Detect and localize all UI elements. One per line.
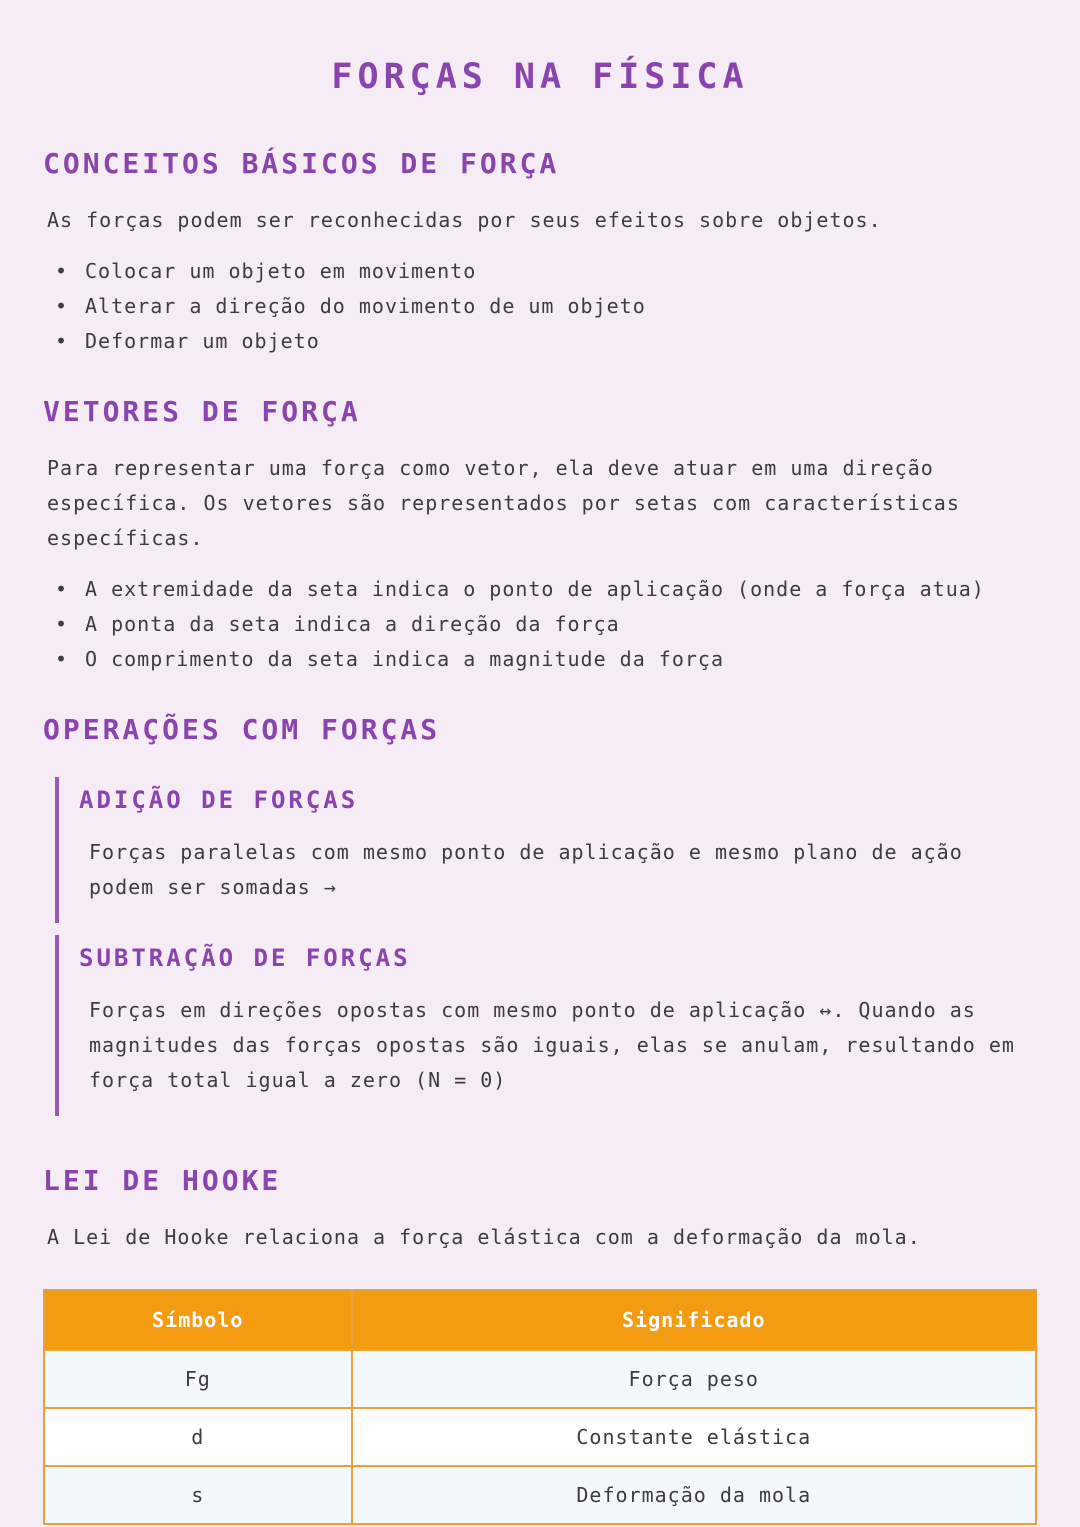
bullet-item: • Colocar um objeto em movimento <box>43 254 1037 289</box>
table-header-simbolo: Símbolo <box>44 1290 352 1350</box>
section-intro-conceitos: As forças podem ser reconhecidas por seus efeitos sobre objetos. <box>47 208 882 232</box>
section-intro-hooke: A Lei de Hooke relaciona a força elástica com a deformação da mola. <box>47 1225 921 1249</box>
callout-heading-subtracao: SUBTRAÇÃO DE FORÇAS <box>79 944 411 972</box>
section-heading-conceitos: CONCEITOS BÁSICOS DE FORÇA <box>43 147 560 180</box>
section-intro-vetores: Para representar uma força como vetor, ela deve atuar em uma direção específica. Os vetores são representados por setas com características específicas. <box>47 456 960 550</box>
bullet-item: • O comprimento da seta indica a magnitude da força <box>43 642 1037 677</box>
page-title: FORÇAS NA FÍSICA <box>331 57 749 97</box>
table-cell-symbol: d <box>44 1408 352 1466</box>
table-cell-meaning: Força peso <box>352 1350 1036 1408</box>
bullet-item: • Deformar um objeto <box>43 324 1037 359</box>
hooke-symbols-table <box>43 1289 1037 1525</box>
bullet-list-vetores <box>43 572 1037 677</box>
table-row <box>44 1408 1036 1466</box>
callout-subtracao <box>55 935 1037 1116</box>
section-heading-hooke: LEI DE HOOKE <box>43 1164 282 1197</box>
callout-heading-adicao: ADIÇÃO DE FORÇAS <box>79 786 359 814</box>
bullet-item: • A ponta da seta indica a direção da força <box>43 607 1037 642</box>
table-row <box>44 1350 1036 1408</box>
table-cell-symbol: s <box>44 1466 352 1524</box>
bullet-item: • A extremidade da seta indica o ponto de aplicação (onde a força atua) <box>43 572 1037 607</box>
table-header-significado: Significado <box>352 1290 1036 1350</box>
table-row <box>44 1466 1036 1524</box>
table-cell-meaning: Constante elástica <box>352 1408 1036 1466</box>
callout-adicao <box>55 777 1037 923</box>
callout-text-subtracao: Forças em direções opostas com mesmo ponto de aplicação ↔. Quando as magnitudes das forças opostas são iguais, elas se anulam, resultando em força total igual a zero (N = 0) <box>89 998 1015 1092</box>
section-heading-vetores: VETORES DE FORÇA <box>43 395 361 428</box>
table-cell-symbol: Fg <box>44 1350 352 1408</box>
table-cell-meaning: Deformação da mola <box>352 1466 1036 1524</box>
section-heading-operacoes: OPERAÇÕES COM FORÇAS <box>43 713 441 746</box>
bullet-list-conceitos <box>43 254 1037 359</box>
bullet-item: • Alterar a direção do movimento de um objeto <box>43 289 1037 324</box>
table-header-row <box>44 1290 1036 1350</box>
callout-text-adicao: Forças paralelas com mesmo ponto de aplicação e mesmo plano de ação podem ser somadas → <box>89 840 963 899</box>
